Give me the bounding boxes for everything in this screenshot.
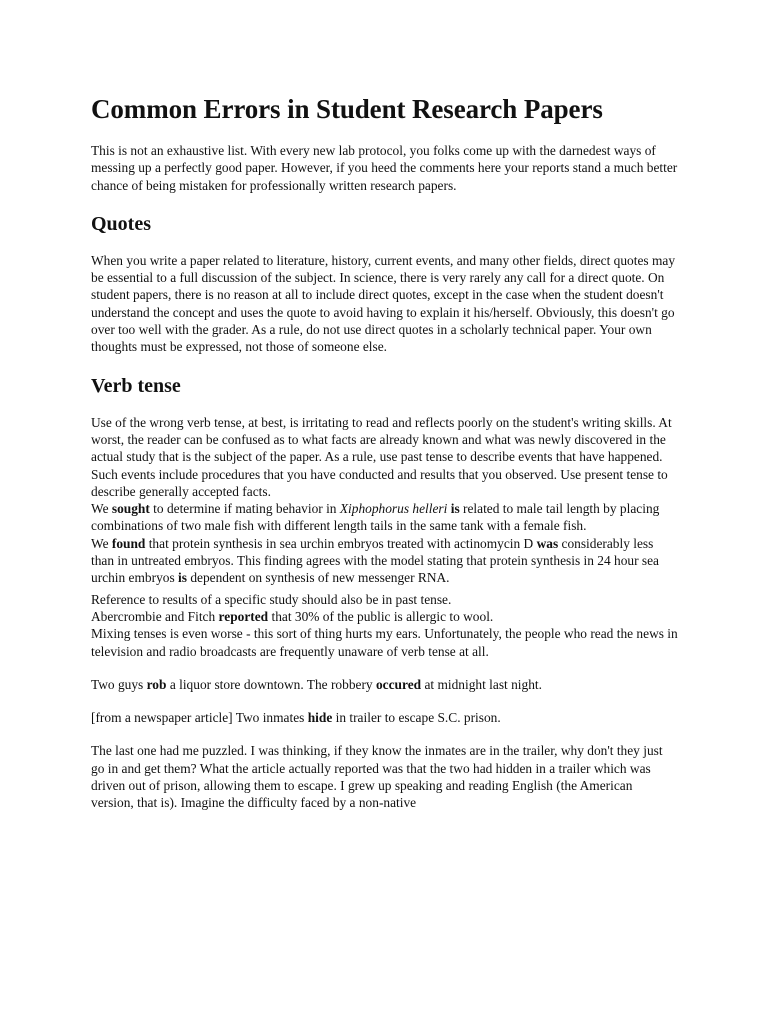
example-sentence-2: We found that protein synthesis in sea urchin embryos treated with actinomycin D was considerably less than in untreated embryos. This finding agrees with the model stating that protein synthesis in 24 hour sea urchin embryos is dependent on synthesis of new messenger RNA.	[91, 535, 660, 586]
mixing-tenses-note: Mixing tenses is even worse - this sort of thing hurts my ears. Unfortunately, the people who read the news in television and radio broadcasts are frequently unaware of verb tense at all.	[91, 626, 678, 659]
verb-tense-paragraph	[91, 414, 678, 587]
page-title: Common Errors in Student Research Papers	[91, 94, 603, 124]
example-sentence-3: Abercrombie and Fitch reported that 30% of the public is allergic to wool.	[91, 608, 494, 624]
section-heading-quotes: Quotes	[91, 212, 151, 235]
reference-note: Reference to results of a specific study should also be in past tense.	[91, 591, 452, 607]
example-newspaper: [from a newspaper article] Two inmates hide in trailer to escape S.C. prison.	[91, 710, 501, 726]
closing-paragraph: The last one had me puzzled. I was thinking, if they know the inmates are in the trailer, why don't they just go in and get them? What the article actually reported was that the two had hidden in a trailer which was driven out of prison, allowing them to escape. I grew up speaking and reading English (the American version, that is). Imagine the difficulty faced by a non-native	[91, 743, 663, 811]
verb-tense-intro: Use of the wrong verb tense, at best, is irritating to read and reflects poorly on the student's writing skills. At worst, the reader can be confused as to what facts are already known and what was newly discovered in the actual study that is the subject of the paper. As a rule, use past tense to describe events that have happened. Such events include procedures that you have conducted and results that you observed. Use present tense to describe generally accepted facts.	[91, 414, 672, 499]
quotes-paragraph: When you write a paper related to literature, history, current events, and many other fields, direct quotes may be essential to a full discussion of the subject. In science, there is very rarely any call for a direct quote. On student papers, there is no reason at all to include direct quotes, except in the case when the student doesn't understand the concept and uses the quote to avoid having to explain it his/herself. Obviously, this doesn't go over too well with the grader. As a rule, do not use direct quotes in a scholarly technical paper. Your own thoughts must be expressed, not those of someone else.	[91, 252, 676, 355]
example-robbery: Two guys rob a liquor store downtown. The robbery occured at midnight last night.	[91, 676, 542, 692]
example-sentence-1: We sought to determine if mating behavior in Xiphophorus helleri is related to male tail length by placing combinations of two male fish with different length tails in the same tank with a female fish.	[91, 501, 660, 534]
intro-paragraph: This is not an exhaustive list. With every new lab protocol, you folks come up with the darnedest ways of messing up a perfectly good paper. However, if you heed the comments here your reports stand a much better chance of being mistaken for professionally written research papers.	[91, 143, 678, 193]
section-heading-verb-tense: Verb tense	[91, 374, 181, 397]
past-tense-paragraph	[91, 591, 678, 660]
